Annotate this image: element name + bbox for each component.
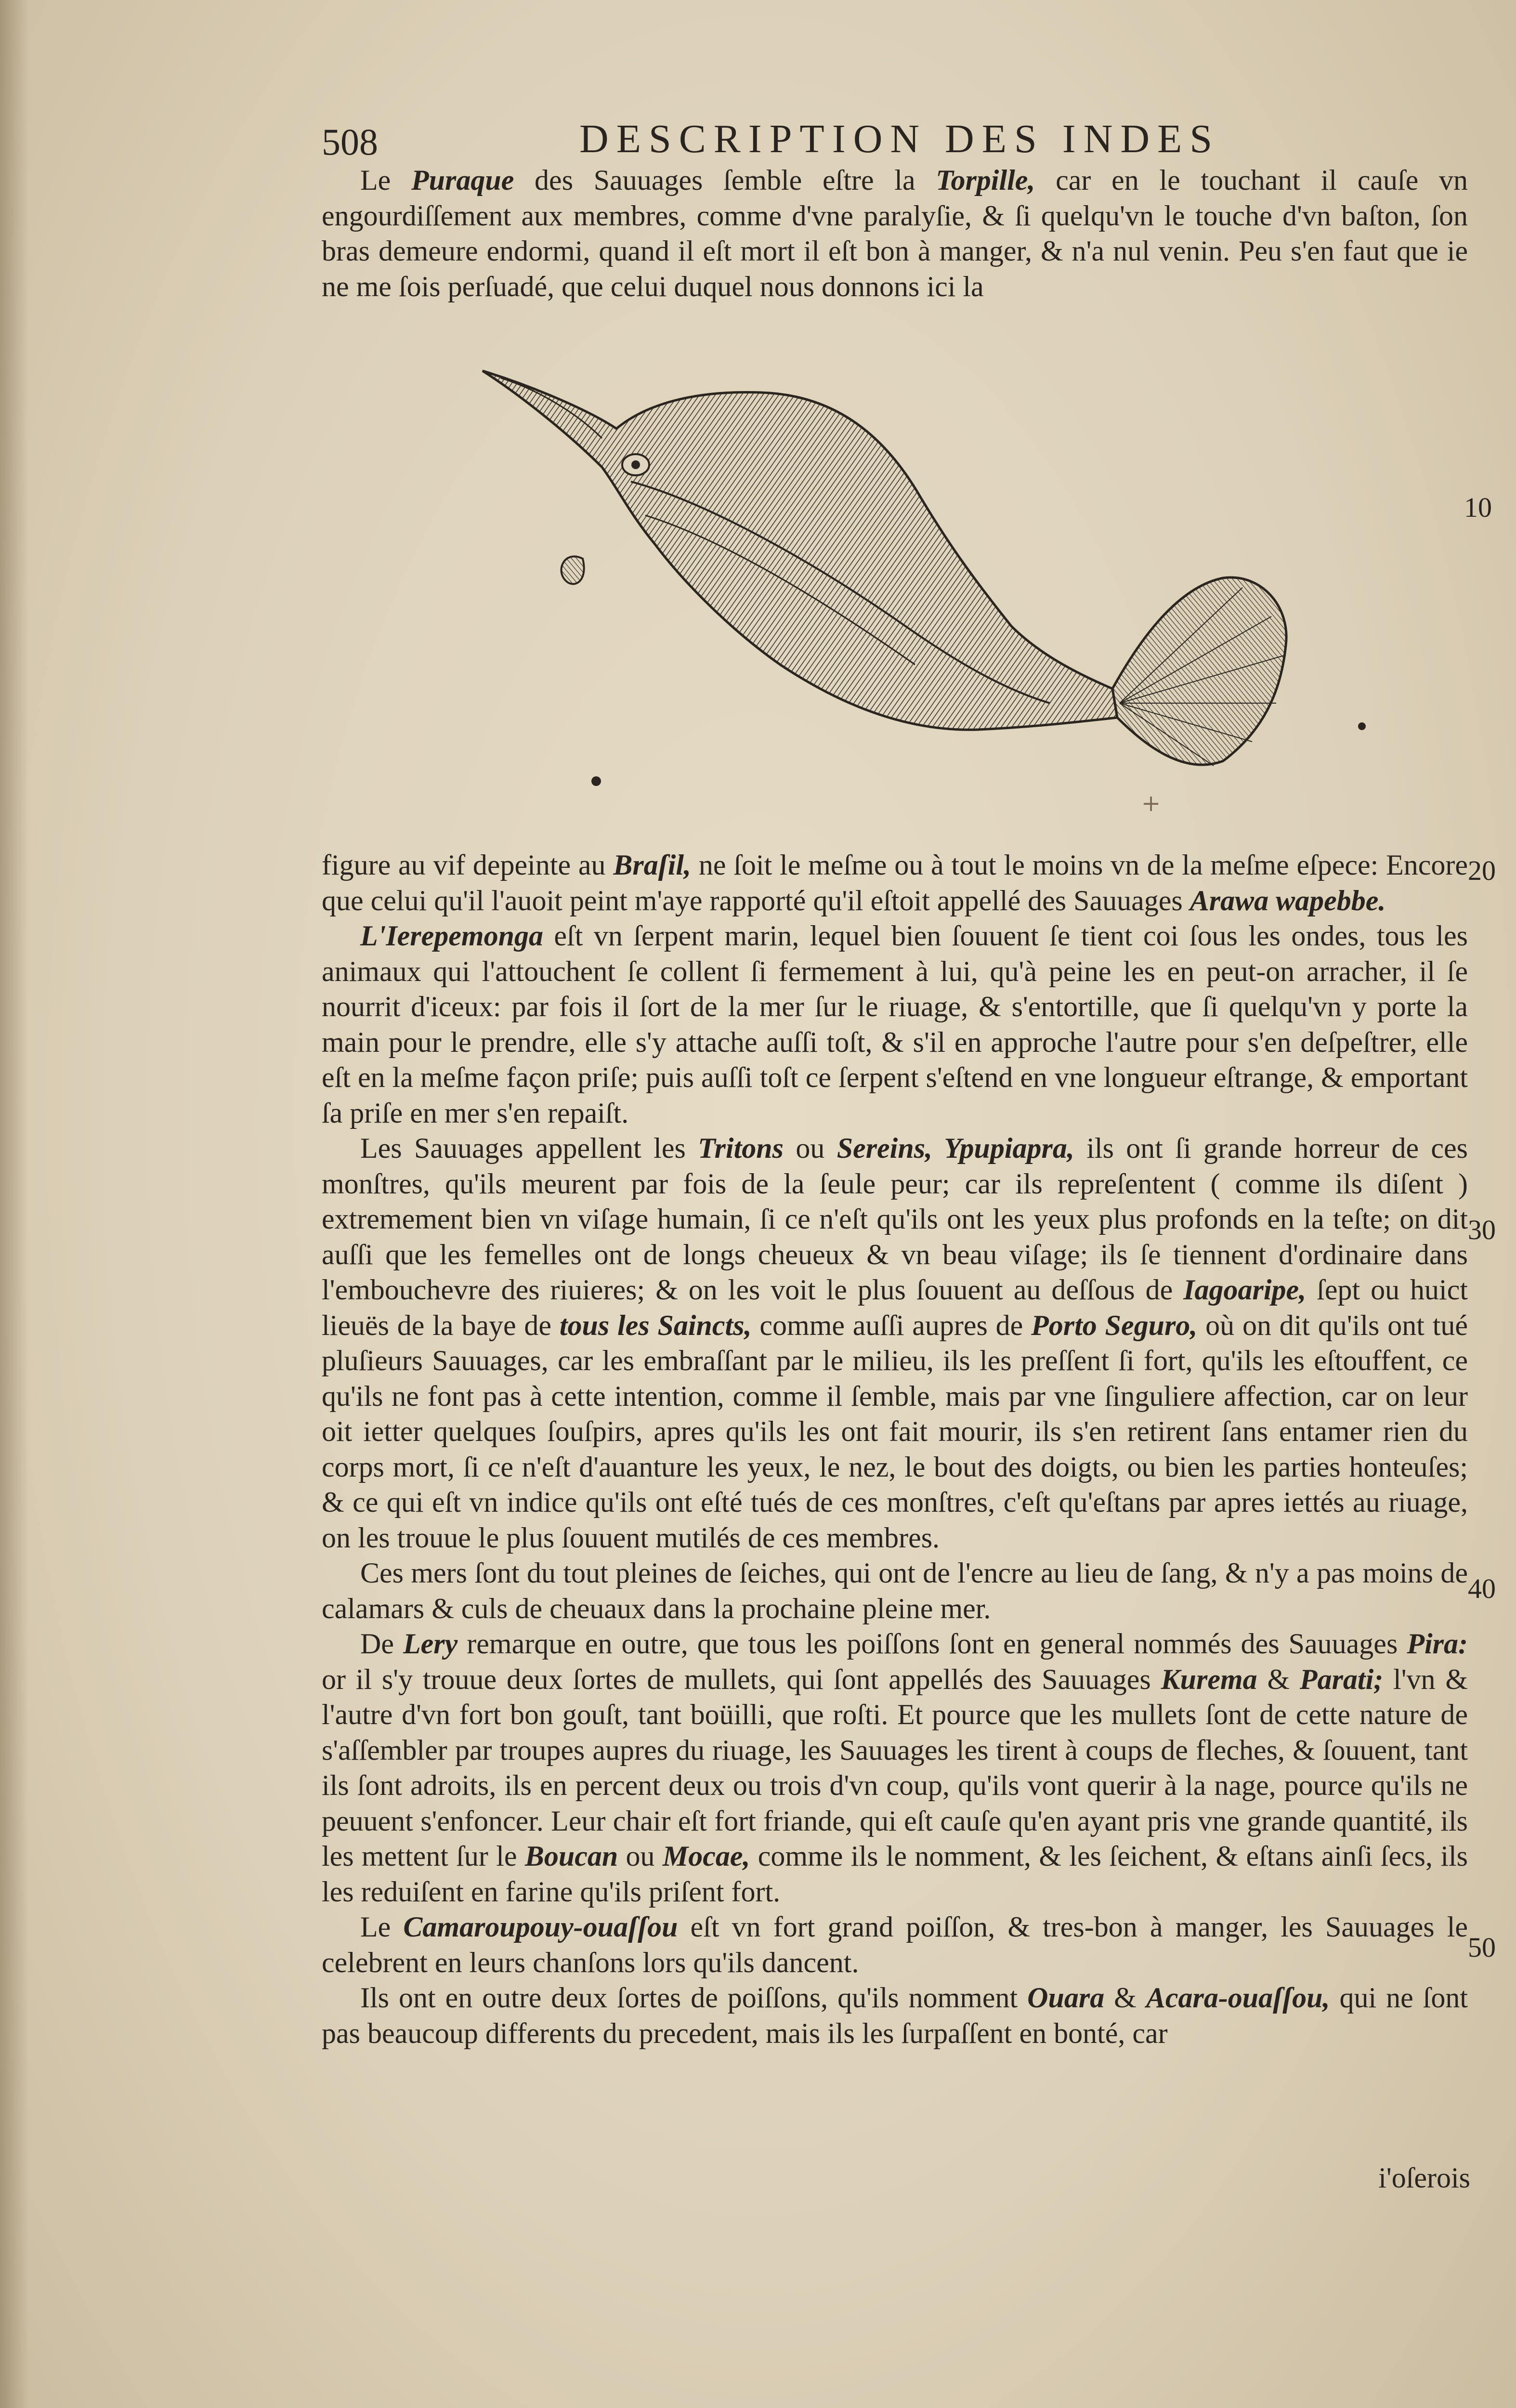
paragraph [322, 918, 1468, 1131]
italic-name: Mocae, [662, 1840, 750, 1872]
paragraph [322, 1980, 1468, 2051]
page-gutter-shadow [0, 0, 29, 2408]
ink-spot [591, 776, 601, 786]
text-run: comme ils le nomment, & les ſeichent, & eſtans ainſi ſecs, ils les reduiſent en farine qu'ils priſent fort. [322, 1840, 1468, 1908]
paragraph [322, 163, 1468, 304]
margin-line-number: 30 [1468, 1214, 1496, 1245]
italic-name: Kurema [1161, 1663, 1257, 1695]
text-run: ils ont ſi grande horreur de ces monſtres, qu'ils meurent par fois de la ſeule peur; car ils repreſentent ( comme ils diſent ) extremement bien vn viſage humain, ſi ce n'eſt qu'ils ont les yeux plus profonds en la teſte; on dit auſſi que les femelles ont de longs cheueux & vn beau viſage; ils ſe tiennent d'ordinaire dans l'embouchevre des riuieres; & on les voit le plus ſouuent au deſſous de [322, 1132, 1468, 1306]
italic-name: Puraque [411, 164, 514, 196]
italic-name: L'Ierepemonga [360, 920, 543, 952]
text-block-top [322, 163, 1468, 304]
paragraph [322, 848, 1468, 918]
text-block-bottom [322, 848, 1468, 2051]
italic-name: tous les Saincts, [559, 1309, 752, 1341]
italic-name: Braſil, [613, 849, 692, 881]
margin-line-number: 40 [1468, 1573, 1496, 1604]
margin-line-number: 10 [1464, 492, 1492, 523]
italic-name: Camaroupouy-ouaſſou [403, 1911, 678, 1943]
fish-tail [1112, 577, 1286, 766]
paragraph [322, 1556, 1468, 1626]
italic-name: Boucan [524, 1840, 618, 1872]
text-run: Les Sauuages appellent les [360, 1132, 698, 1164]
text-run: eſt vn fort grand poiſſon, & tres-bon à manger, les Sauuages le celebrent en leurs chanſons lors qu'ils dancent. [322, 1911, 1468, 1978]
text-run: ſept ou huict lieuës de la baye de [322, 1274, 1468, 1341]
text-run: & [1104, 1982, 1146, 2014]
paragraph [322, 1910, 1468, 1980]
italic-name: Sereins, Ypupiapra, [836, 1132, 1074, 1164]
text-run: remarque en outre, que tous les poiſſons ſont en general nommés des Sauuages [457, 1628, 1407, 1660]
ink-spot [1358, 722, 1366, 730]
text-run: De [360, 1628, 403, 1660]
margin-line-number: 50 [1468, 1932, 1496, 1963]
paragraph [322, 1626, 1468, 1910]
italic-name: Pira: [1407, 1628, 1468, 1660]
page-header [322, 116, 1477, 169]
text-run: & [1257, 1663, 1300, 1695]
text-run: Le [360, 164, 411, 196]
catchword: i'oſerois [1378, 2162, 1470, 2194]
text-run: or il s'y trouue deux ſortes de mullets, qui ſont appellés des Sauuages [322, 1663, 1161, 1695]
page-number: 508 [322, 121, 378, 163]
paragraph [322, 1131, 1468, 1556]
text-run: Le [360, 1911, 404, 1943]
italic-name: Arawa wapebbe. [1189, 884, 1386, 916]
italic-name: Ouara [1027, 1982, 1105, 2014]
stray-mark: + [1141, 790, 1161, 817]
text-run: qui ne ſont pas beaucoup differents du precedent, mais ils les ſurpaſſent en bonté, car [322, 1982, 1468, 2049]
text-run: des Sauuages ſemble eſtre la [514, 164, 936, 196]
text-run: l'vn & l'autre d'vn fort bon gouſt, tant boüilli, que roſti. Et pource que les mullets ſont de cette nature de s'aſſembler par troupes aupres du riuage, les Sauuages les tirent à coups de fleches, & ſouuent, tant ils ſont adroits, ils en percent deux ou trois d'vn coup, qu'ils vont querir à la nage, pource qu'ils ne peuuent s'enfoncer. Leur chair eſt fort friande, qui eſt cauſe qu'en ayant pris vne grande quantité, ils les mettent ſur le [322, 1663, 1468, 1872]
italic-name: Tritons [698, 1132, 784, 1164]
margin-line-number: 20 [1468, 855, 1496, 886]
text-run: Ces mers ſont du tout pleines de ſeiches, qui ont de l'encre au lieu de ſang, & n'y a pas moins de calamars & culs de cheuaux dans la prochaine pleine mer. [322, 1557, 1468, 1624]
text-run: Ils ont en outre deux ſortes de poiſſons, qu'ils nomment [360, 1982, 1028, 2014]
italic-name: Torpille, [936, 164, 1035, 196]
text-run: figure au vif depeinte au [322, 849, 614, 881]
italic-name: Parati; [1299, 1663, 1384, 1695]
text-run: car en le touchant il cauſe vn engourdiſſement aux membres, comme d'vne paralyſie, & ſi quelqu'vn le touche d'vn baſton, ſon bras demeure endormi, quand il eſt mort il eſt bon à manger, & n'a nul venin. Peu s'en faut que ie ne me ſois perſuadé, que celui duquel nous donnons ici la [322, 164, 1468, 302]
italic-name: Porto Seguro, [1031, 1309, 1198, 1341]
fish-body [483, 371, 1117, 730]
fish-illustration [472, 356, 1300, 819]
italic-name: Lery [403, 1628, 458, 1660]
italic-name: Iagoaripe, [1183, 1274, 1307, 1306]
text-run: ne ſoit le meſme ou à tout le moins vn de la meſme eſpece: Encore que celui qu'il l'auoit peint m'aye rapporté qu'il eſtoit appellé des Sauuages [322, 849, 1468, 916]
text-run: eſt vn ſerpent marin, lequel bien ſouuent ſe tient coi ſous les ondes, tous les animaux qui l'attouchent ſe collent ſi fermement à lui, qu'à peine les en peut-on arracher, il ſe nourrit d'iceux: par fois il ſort de la mer ſur le riuage, & s'entortille, que ſi quelqu'vn y porte la main pour le prendre, elle s'y attache auſſi toſt, & s'il en approche l'autre pour s'en deſpeſtrer, elle eſt en la meſme façon priſe; puis auſſi toſt ce ſerpent s'eſtend en vne longueur eſtrange, & emportant ſa priſe en mer s'en repaiſt. [322, 920, 1468, 1129]
text-run: ou [784, 1132, 837, 1164]
text-run: ou [618, 1840, 663, 1872]
text-run: où on dit qu'ils ont tué pluſieurs Sauuages, car les embraſſant par le milieu, ils les preſſent ſi fort, qu'ils les eſtouffent, ce qu'ils ne font pas à cette intention, comme il ſemble, mais par vne ſinguliere affection, car on leur oit ietter quelques ſouſpirs, apres qu'ils les ont fait mourir, ils s'en retirent ſans entamer rien du corps mort, ſi ce n'eſt d'auanture les yeux, le nez, le bout des doigts, ou bien les parties honteuſes; & ce qui eſt vn indice qu'ils ont eſté tués de ces monſtres, c'eſt qu'eſtans par apres iettés au riuage, on les trouue le plus ſouuent mutilés de ces membres. [322, 1309, 1468, 1554]
text-run: comme auſſi aupres de [751, 1309, 1032, 1341]
running-title: DESCRIPTION DES INDES [579, 117, 1220, 161]
italic-name: Acara-ouaſſou, [1146, 1982, 1330, 2014]
